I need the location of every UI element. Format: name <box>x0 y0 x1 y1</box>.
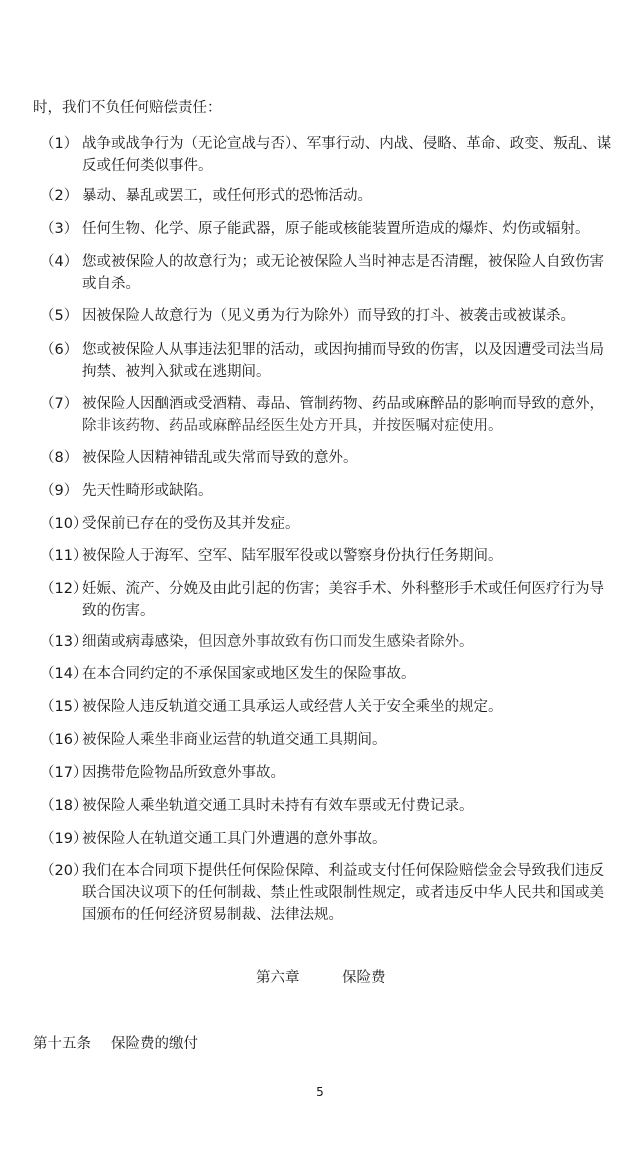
clause-number: （9） <box>40 483 79 499</box>
clause-text: 暴动、暴乱或罢工，或任何形式的恐怖活动。 <box>82 188 372 204</box>
clause-number: （13） <box>40 634 88 650</box>
clause-text: 被保险人在轨道交通工具门外遭遇的意外事故。 <box>82 831 387 847</box>
clause-number: （17） <box>40 765 88 781</box>
clause-text: 您或被保险人从事违法犯罪的活动，或因拘捕而导致的伤害，以及因遭受司法当局拘禁、被判入狱或在逃期间。 <box>82 342 604 380</box>
clause-text: 细菌或病毒感染， <box>82 634 198 650</box>
clause-text: 受保前已存在的受伤及其并发症。 <box>82 516 300 532</box>
clause-text: 被保险人违反轨道交通工具承运人或经营人关于安全乘坐的规定。 <box>82 699 503 715</box>
clause-text: 被保险人于海军、空军、陆军服军役或以警察身份执行任务期间。 <box>82 548 503 564</box>
clause-text: 在本合同约定的不承保国家或地区发生的保险事故。 <box>82 666 416 682</box>
clause-text-tail: 除非该药物、药品或麻醉品经医生处方开具，并按医嘱对症使用。 <box>82 418 503 434</box>
clause-text: 被保险人乘坐非商业运营的轨道交通工具期间。 <box>82 732 387 748</box>
clause-text: 先天性畸形或缺陷。 <box>82 483 213 499</box>
clause-text: 您或被保险人的故意行为；或无论被保险人当时神志是否清醒，被保险人自致伤害或自杀。 <box>82 254 604 292</box>
chapter-number: 第六章 <box>256 970 300 986</box>
chapter-title: 保险费 <box>342 970 386 986</box>
clause-number: （18） <box>40 798 88 814</box>
clause-number: （20） <box>40 863 88 879</box>
clause-number: （7） <box>40 396 79 412</box>
clause-text: 因携带危险物品所致意外事故。 <box>82 765 285 781</box>
clause-number: （2） <box>40 188 79 204</box>
clause-text: 战争或战争行为（无论宣战与否）、军事行动、内战、侵略、革命、政变、叛乱、谋反或任何类似事件。 <box>82 136 612 174</box>
clause-number: （5） <box>40 308 79 324</box>
clause-number: （11） <box>40 548 88 564</box>
clause-text: 被保险人乘坐轨道交通工具时未持有有效车票或无付费记录。 <box>82 798 474 814</box>
clause-text: 我们在本合同项下提供任何保险保障、利益或支付任何保险赔偿金会导致我们违反联合国决议项下的任何制裁、禁止性或限制性规定，或者违反中华人民共和国或美国颁布的任何经济贸易制裁、法律法规。 <box>82 863 604 923</box>
article-title: 保险费的缴付 <box>111 1036 198 1052</box>
clause-number: （19） <box>40 831 88 847</box>
clause-number: （3） <box>40 221 79 237</box>
clause-number: （14） <box>40 666 88 682</box>
article-number: 第十五条 <box>33 1036 91 1052</box>
clause-text: 被保险人因精神错乱或失常而导致的意外。 <box>82 450 358 466</box>
clause-text: 被保险人因酗酒或受酒精、毒品、管制药物、药品或麻醉品的影响而导致的意外， <box>82 396 604 412</box>
clause-number: （12） <box>40 581 88 597</box>
clause-number: （4） <box>40 254 79 270</box>
clause-number: （10） <box>40 516 88 532</box>
clause-number: （8） <box>40 450 79 466</box>
article-heading <box>33 1033 198 1055</box>
clause-number: （15） <box>40 699 88 715</box>
clause-text-tail: 但因意外事故致有伤口而发生感染者除外。 <box>198 634 474 650</box>
clause-number: （6） <box>40 342 79 358</box>
clause-number: （16） <box>40 732 88 748</box>
clause-text: 妊娠、流产、分娩及由此引起的伤害；美容手术、外科整形手术或任何医疗行为导致的伤害。 <box>82 581 604 619</box>
clause-text: 因被保险人故意行为（见义勇为行为除外）而导致的打斗、被袭击或被谋杀。 <box>82 308 575 324</box>
clause-text: 任何生物、化学、原子能武器，原子能或核能装置所造成的爆炸、灼伤或辐射。 <box>82 221 590 237</box>
page-number: 5 <box>316 1085 324 1099</box>
intro-line: 时，我们不负任何赔偿责任： <box>33 100 222 116</box>
clause-number: （1） <box>40 136 79 152</box>
